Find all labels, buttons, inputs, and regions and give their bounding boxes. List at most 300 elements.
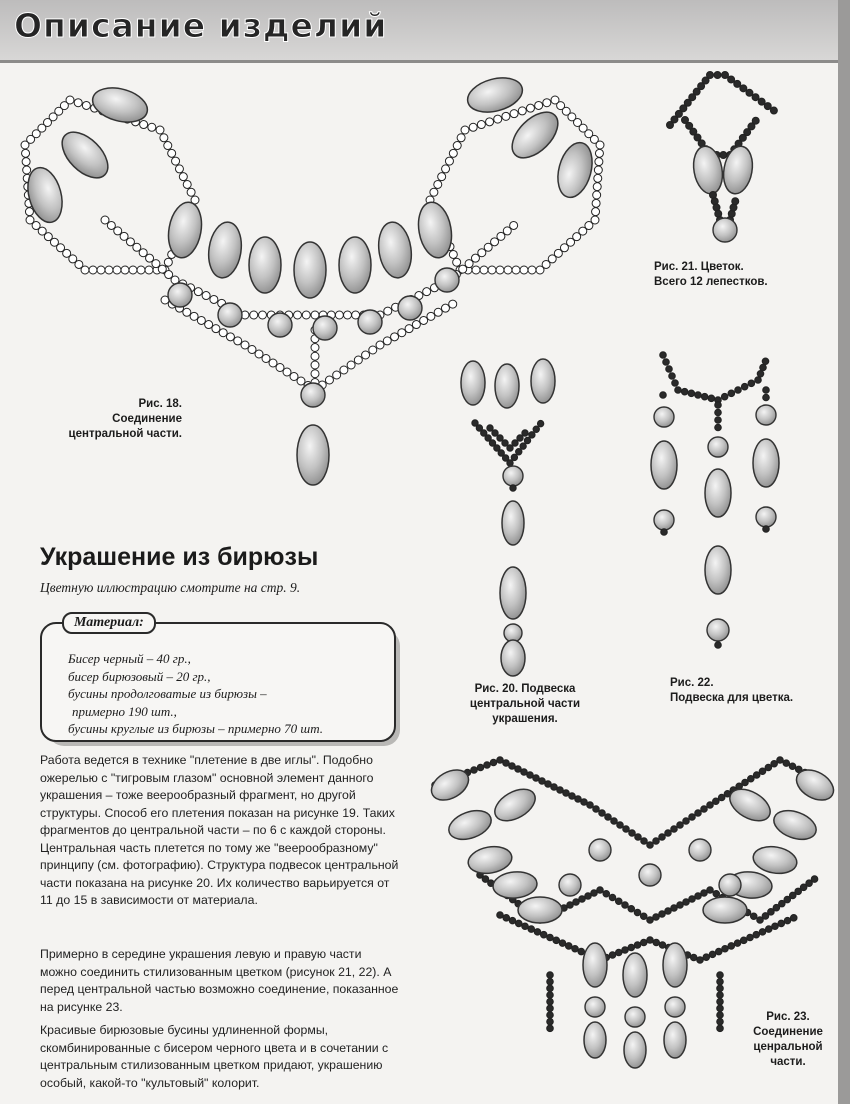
black-seed-bead — [628, 905, 635, 912]
oval-bead — [664, 1022, 686, 1058]
black-seed-bead — [771, 760, 778, 767]
oval-bead — [651, 441, 677, 489]
light-seed-bead — [210, 295, 218, 303]
oval-bead — [751, 843, 799, 876]
oval-bead — [624, 1032, 646, 1068]
oval-bead — [489, 783, 540, 828]
black-seed-bead — [653, 838, 660, 845]
black-seed-bead — [524, 437, 530, 443]
black-seed-bead — [605, 814, 612, 821]
light-seed-bead — [535, 101, 543, 109]
figure-23-caption: Рис. 23. Соединение ценральной части. — [753, 1011, 823, 1068]
black-seed-bead — [717, 1005, 724, 1012]
black-seed-bead — [497, 435, 503, 441]
light-seed-bead — [423, 288, 431, 296]
light-seed-bead — [22, 149, 30, 157]
black-seed-bead — [490, 759, 497, 766]
materials-item: бусины круглые из бирюзы – примерно 70 шт. — [68, 721, 324, 736]
black-seed-bead — [529, 432, 535, 438]
black-seed-bead — [707, 72, 714, 79]
black-seed-bead — [683, 818, 690, 825]
black-seed-bead — [615, 898, 622, 905]
black-seed-bead — [503, 915, 510, 922]
black-seed-bead — [471, 767, 478, 774]
black-seed-bead — [734, 940, 741, 947]
oval-bead — [502, 501, 524, 545]
light-seed-bead — [528, 266, 536, 274]
black-seed-bead — [515, 920, 522, 927]
light-seed-bead — [187, 188, 195, 196]
black-seed-bead — [783, 760, 790, 767]
oval-bead — [375, 220, 414, 280]
black-seed-bead — [547, 992, 554, 999]
light-seed-bead — [226, 333, 234, 341]
light-seed-bead — [262, 355, 270, 363]
light-seed-bead — [461, 126, 469, 134]
black-seed-bead — [609, 952, 616, 959]
black-seed-bead — [707, 887, 714, 894]
light-seed-bead — [311, 344, 319, 352]
black-seed-bead — [713, 798, 720, 805]
oval-bead — [339, 237, 371, 293]
black-seed-bead — [553, 937, 560, 944]
light-seed-bead — [241, 341, 249, 349]
black-seed-bead — [778, 920, 785, 927]
black-seed-bead — [760, 364, 767, 371]
black-seed-bead — [734, 80, 741, 87]
black-seed-bead — [750, 913, 757, 920]
oval-bead — [705, 469, 731, 517]
round-bead — [218, 303, 242, 327]
black-seed-bead — [697, 957, 704, 964]
black-seed-bead — [717, 998, 724, 1005]
black-seed-bead — [714, 72, 721, 79]
figure-22-diagram — [648, 345, 793, 670]
body-paragraph-2 — [40, 946, 400, 1016]
black-seed-bead — [811, 876, 818, 883]
light-seed-bead — [82, 101, 90, 109]
light-seed-bead — [22, 158, 30, 166]
black-seed-bead — [681, 388, 688, 395]
light-seed-bead — [297, 377, 305, 385]
light-seed-bead — [518, 107, 526, 115]
black-seed-bead — [748, 775, 755, 782]
light-seed-bead — [259, 311, 267, 319]
black-seed-bead — [634, 942, 641, 949]
light-seed-bead — [480, 266, 488, 274]
light-seed-bead — [427, 312, 435, 320]
light-seed-bead — [344, 311, 352, 319]
light-seed-bead — [434, 308, 442, 316]
black-seed-bead — [509, 917, 516, 924]
black-seed-bead — [653, 939, 660, 946]
light-seed-bead — [449, 149, 457, 157]
round-bead — [719, 874, 741, 896]
oval-bead — [703, 897, 747, 923]
black-seed-bead — [728, 390, 735, 397]
oval-bead — [297, 425, 329, 485]
light-seed-bead — [137, 266, 145, 274]
figure-20-caption: Рис. 20. Подвеска центральной части украшения. — [469, 683, 581, 725]
materials-item: бусины продолговатые из бирюзы – — [68, 686, 267, 701]
black-seed-bead — [622, 902, 629, 909]
light-seed-bead — [175, 165, 183, 173]
black-seed-bead — [741, 383, 748, 390]
oval-bead — [690, 144, 726, 196]
materials-list — [68, 650, 323, 738]
black-seed-bead — [715, 642, 722, 649]
oval-bead — [466, 843, 514, 876]
black-seed-bead — [703, 954, 710, 961]
article-title: Украшение из бирюзы — [40, 543, 319, 571]
light-seed-bead — [405, 325, 413, 333]
light-seed-bead — [502, 112, 510, 120]
light-seed-bead — [442, 165, 450, 173]
round-bead — [435, 268, 459, 292]
black-seed-bead — [677, 822, 684, 829]
black-seed-bead — [547, 1012, 554, 1019]
oval-bead — [518, 897, 562, 923]
black-seed-bead — [659, 834, 666, 841]
light-seed-bead — [23, 166, 31, 174]
light-seed-bead — [449, 250, 457, 258]
body-text: Красивые бирюзовые бусины удлиненной формы, скомбинированные с бисером черного цвета и в сочетании с центральным стилизованным цветком придают, украшению особый, какой-то "культовый" колорит. — [40, 1023, 389, 1090]
black-seed-bead — [507, 445, 513, 451]
article-subtitle: Цветную иллюстрацию смотрите на стр. 9. — [40, 580, 301, 595]
black-seed-bead — [533, 426, 539, 432]
black-seed-bead — [663, 359, 670, 366]
round-bead — [398, 296, 422, 320]
black-seed-bead — [547, 978, 554, 985]
black-seed-bead — [516, 449, 522, 455]
black-seed-bead — [748, 380, 755, 387]
oval-bead — [552, 139, 597, 201]
light-seed-bead — [164, 142, 172, 150]
black-seed-bead — [510, 485, 516, 491]
black-seed-bead — [740, 937, 747, 944]
materials-item: бисер бирюзовый – 20 гр., — [68, 668, 211, 684]
light-seed-bead — [398, 329, 406, 337]
light-seed-bead — [160, 134, 168, 142]
light-seed-bead — [536, 266, 544, 274]
black-seed-bead — [717, 1012, 724, 1019]
light-seed-bead — [183, 308, 191, 316]
oval-bead — [205, 220, 244, 280]
round-bead — [654, 407, 674, 427]
black-seed-bead — [660, 352, 667, 359]
black-seed-bead — [599, 810, 606, 817]
black-seed-bead — [547, 998, 554, 1005]
black-seed-bead — [587, 802, 594, 809]
light-seed-bead — [97, 266, 105, 274]
black-seed-bead — [763, 394, 770, 401]
oval-bead — [663, 943, 687, 987]
black-seed-bead — [728, 76, 735, 83]
round-bead — [559, 874, 581, 896]
black-seed-bead — [757, 370, 764, 377]
light-seed-bead — [172, 157, 180, 165]
round-bead — [756, 507, 776, 527]
light-seed-bead — [445, 157, 453, 165]
black-seed-bead — [759, 768, 766, 775]
black-seed-bead — [661, 529, 668, 536]
oval-bead — [501, 640, 525, 676]
light-seed-bead — [412, 321, 420, 329]
oval-bead — [770, 805, 820, 844]
light-seed-bead — [477, 121, 485, 129]
black-seed-bead — [635, 834, 642, 841]
black-seed-bead — [752, 94, 759, 101]
round-bead — [313, 316, 337, 340]
black-seed-bead — [520, 443, 526, 449]
figure-20-diagram — [455, 348, 575, 678]
light-seed-bead — [340, 366, 348, 374]
black-seed-bead — [484, 762, 491, 769]
light-seed-bead — [592, 199, 600, 207]
black-seed-bead — [547, 934, 554, 941]
black-seed-bead — [528, 926, 535, 933]
black-seed-bead — [746, 89, 753, 96]
light-seed-bead — [212, 325, 220, 333]
black-seed-bead — [522, 430, 528, 436]
black-seed-bead — [609, 894, 616, 901]
round-bead — [301, 383, 325, 407]
black-seed-bead — [715, 948, 722, 955]
body-paragraph-3 — [40, 1022, 400, 1092]
black-seed-bead — [675, 387, 682, 394]
light-seed-bead — [596, 141, 604, 149]
light-seed-bead — [510, 110, 518, 118]
black-seed-bead — [721, 393, 728, 400]
header-title: Описание изделий — [14, 6, 388, 45]
light-seed-bead — [486, 118, 494, 126]
black-seed-bead — [487, 425, 493, 431]
light-seed-bead — [369, 346, 377, 354]
black-seed-bead — [717, 972, 724, 979]
light-seed-bead — [248, 346, 256, 354]
black-seed-bead — [709, 951, 716, 958]
light-seed-bead — [496, 266, 504, 274]
light-seed-bead — [595, 149, 603, 157]
black-seed-bead — [770, 107, 777, 114]
black-seed-bead — [547, 985, 554, 992]
oval-bead — [705, 546, 731, 594]
page-header — [0, 0, 850, 63]
round-bead — [689, 839, 711, 861]
black-seed-bead — [784, 917, 791, 924]
black-seed-bead — [762, 358, 769, 365]
round-bead — [268, 313, 292, 337]
black-seed-bead — [672, 380, 679, 387]
black-seed-bead — [572, 945, 579, 952]
oval-bead — [623, 953, 647, 997]
black-seed-bead — [755, 377, 762, 384]
body-paragraph-1 — [40, 752, 400, 910]
light-seed-bead — [74, 99, 82, 107]
black-seed-bead — [640, 939, 647, 946]
light-seed-bead — [164, 258, 172, 266]
light-seed-bead — [311, 361, 319, 369]
light-seed-bead — [129, 266, 137, 274]
light-seed-bead — [512, 266, 520, 274]
black-seed-bead — [790, 915, 797, 922]
light-seed-bead — [294, 311, 302, 319]
light-seed-bead — [333, 371, 341, 379]
black-seed-bead — [701, 806, 708, 813]
black-seed-bead — [611, 818, 618, 825]
light-seed-bead — [179, 173, 187, 181]
black-seed-bead — [603, 890, 610, 897]
light-seed-bead — [113, 266, 121, 274]
round-bead — [503, 466, 523, 486]
black-seed-bead — [701, 393, 708, 400]
body-text: Работа ведется в технике "плетение в две иглы". Подобно ожерелью с "тигровым глазом" основной элемент данного украшения – тоже веерообразный фрагмент, но другой структуры. Способ его плетения показан на рисунке 19. Таких фрагментов до центральной части – по 6 с каждой стороны. Центральная часть плетется по тому же "веерообразному" принципу (см. фотографию). Структура подвесок центральной части показана на рисунке 20. Их количество варьируется от 11 до 15 в зависимости от материала. — [40, 753, 399, 907]
black-seed-bead — [717, 978, 724, 985]
black-seed-bead — [671, 826, 678, 833]
light-seed-bead — [197, 316, 205, 324]
black-seed-bead — [758, 98, 765, 105]
black-seed-bead — [707, 802, 714, 809]
black-seed-bead — [669, 373, 676, 380]
light-seed-bead — [595, 158, 603, 166]
light-seed-bead — [449, 300, 457, 308]
oval-bead — [294, 242, 326, 298]
black-seed-bead — [717, 985, 724, 992]
round-bead — [168, 283, 192, 307]
black-seed-bead — [647, 937, 654, 944]
black-seed-bead — [565, 943, 572, 950]
black-seed-bead — [763, 387, 770, 394]
light-seed-bead — [430, 188, 438, 196]
oval-bead — [461, 361, 485, 405]
light-seed-bead — [89, 266, 97, 274]
black-seed-bead — [647, 842, 654, 849]
light-seed-bead — [594, 166, 602, 174]
light-seed-bead — [457, 134, 465, 142]
black-seed-bead — [537, 420, 543, 426]
figure-18-caption: Рис. 18. Соединение центральной части. — [68, 398, 182, 440]
light-seed-bead — [276, 364, 284, 372]
black-seed-bead — [634, 909, 641, 916]
figure-21-diagram — [655, 65, 795, 255]
black-seed-bead — [715, 409, 722, 416]
black-seed-bead — [713, 890, 720, 897]
figure-21-caption: Рис. 21. Цветок. Всего 12 лепестков. — [654, 261, 768, 288]
round-bead — [713, 218, 737, 242]
round-bead — [358, 310, 382, 334]
black-seed-bead — [629, 830, 636, 837]
black-seed-bead — [717, 1018, 724, 1025]
light-seed-bead — [105, 266, 113, 274]
round-bead — [639, 864, 661, 886]
light-seed-bead — [592, 208, 600, 216]
light-seed-bead — [168, 149, 176, 157]
materials-item: Бисер черный – 40 гр., — [68, 651, 191, 666]
black-seed-bead — [740, 85, 747, 92]
light-seed-bead — [205, 321, 213, 329]
round-bead — [625, 1007, 645, 1027]
light-seed-bead — [148, 123, 156, 131]
black-seed-bead — [623, 826, 630, 833]
black-seed-bead — [732, 198, 739, 205]
black-seed-bead — [689, 814, 696, 821]
light-seed-bead — [354, 356, 362, 364]
light-seed-bead — [526, 104, 534, 112]
black-seed-bead — [695, 392, 702, 399]
light-seed-bead — [384, 307, 392, 315]
light-seed-bead — [453, 142, 461, 150]
light-seed-bead — [594, 174, 602, 182]
black-seed-bead — [708, 395, 715, 402]
light-seed-bead — [453, 258, 461, 266]
black-seed-bead — [720, 152, 727, 159]
oval-bead — [531, 359, 555, 403]
black-seed-bead — [789, 763, 796, 770]
light-seed-bead — [391, 333, 399, 341]
black-seed-bead — [764, 103, 771, 110]
light-seed-bead — [255, 350, 263, 358]
black-seed-bead — [615, 949, 622, 956]
round-bead — [708, 437, 728, 457]
black-seed-bead — [715, 424, 722, 431]
black-seed-bead — [559, 940, 566, 947]
black-seed-bead — [735, 387, 742, 394]
black-seed-bead — [695, 810, 702, 817]
black-seed-bead — [759, 929, 766, 936]
light-seed-bead — [335, 311, 343, 319]
light-seed-bead — [311, 370, 319, 378]
black-seed-bead — [597, 887, 604, 894]
black-seed-bead — [688, 390, 695, 397]
black-seed-bead — [512, 440, 518, 446]
black-seed-bead — [753, 931, 760, 938]
black-seed-bead — [718, 794, 725, 801]
black-seed-bead — [578, 948, 585, 955]
black-seed-bead — [659, 942, 666, 949]
black-seed-bead — [715, 417, 722, 424]
oval-bead — [584, 1022, 606, 1058]
black-seed-bead — [763, 526, 770, 533]
black-seed-bead — [772, 923, 779, 930]
black-seed-bead — [547, 1018, 554, 1025]
light-seed-bead — [593, 183, 601, 191]
light-seed-bead — [504, 266, 512, 274]
oval-bead — [753, 439, 779, 487]
black-seed-bead — [507, 460, 513, 466]
light-seed-bead — [376, 341, 384, 349]
black-seed-bead — [717, 992, 724, 999]
black-seed-bead — [547, 1025, 554, 1032]
light-seed-bead — [494, 115, 502, 123]
black-seed-bead — [666, 366, 673, 373]
light-seed-bead — [434, 180, 442, 188]
black-seed-bead — [547, 972, 554, 979]
light-seed-bead — [510, 221, 518, 229]
light-seed-bead — [145, 266, 153, 274]
black-seed-bead — [622, 947, 629, 954]
black-seed-bead — [628, 944, 635, 951]
black-seed-bead — [534, 929, 541, 936]
materials-label: Материал: — [62, 612, 156, 634]
black-seed-bead — [722, 72, 729, 79]
black-seed-bead — [765, 926, 772, 933]
black-seed-bead — [765, 764, 772, 771]
body-text: Примерно в середине украшения левую и правую части можно соединить стилизованным цветком (рисунок 21, 22). А перед центральной частью возможно соединение, показанное на рисунке 23. — [40, 947, 399, 1014]
black-seed-bead — [511, 454, 517, 460]
light-seed-bead — [21, 141, 29, 149]
light-seed-bead — [25, 208, 33, 216]
light-seed-bead — [420, 316, 428, 324]
